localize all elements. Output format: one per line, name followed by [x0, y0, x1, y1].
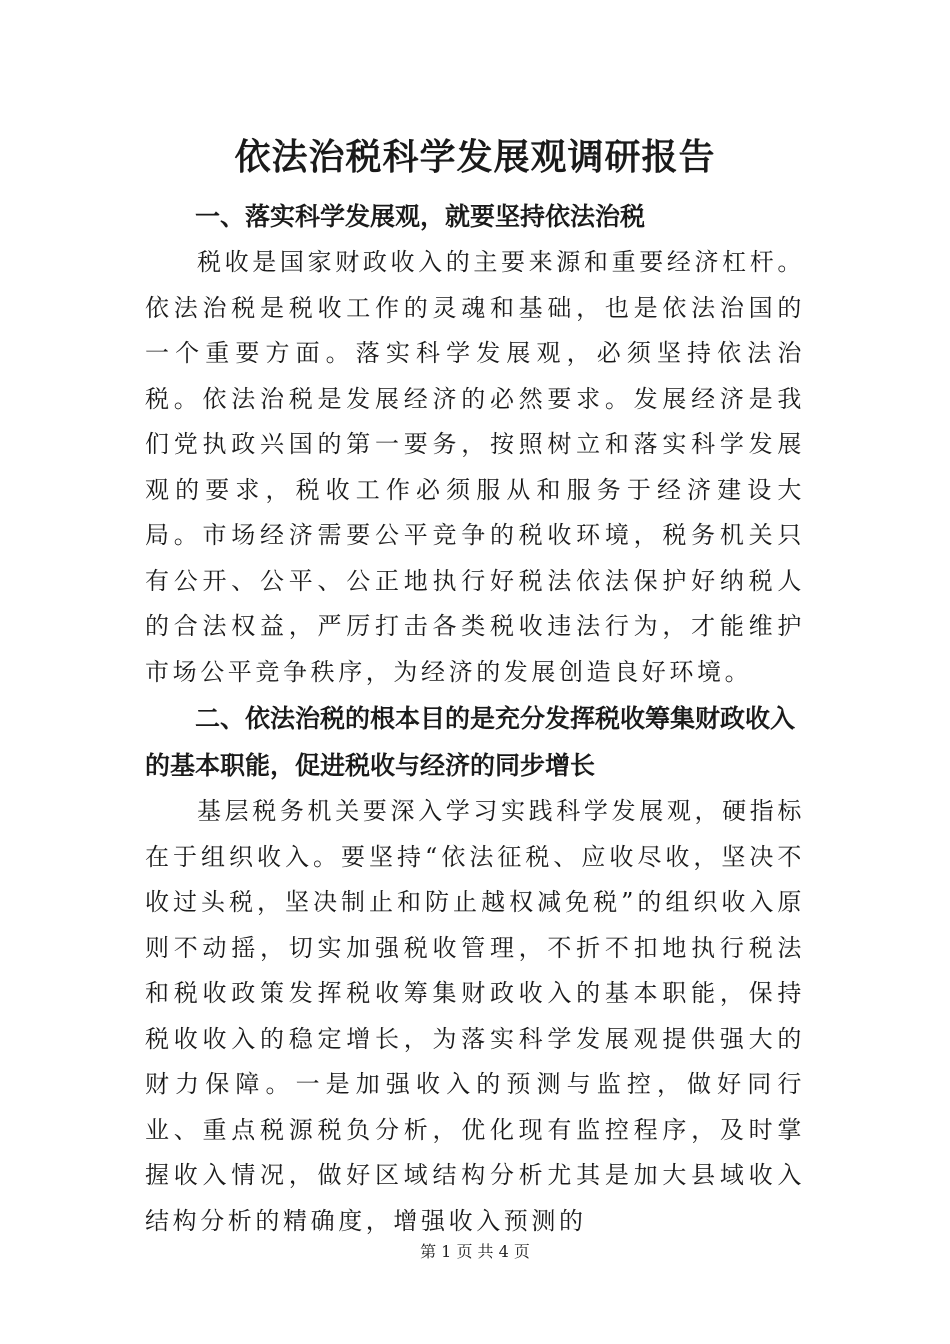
page-number-footer: 第 1 页 共 4 页 — [420, 1242, 530, 1261]
section-1-paragraph: 税收是国家财政收入的主要来源和重要经济杠杆。依法治税是税收工作的灵魂和基础，也是依法治国的一个重要方面。落实科学发展观，必须坚持依法治税。依法治税是发展经济的必然要求。发展经济是我们党执政兴国的第一要务，按照树立和落实科学发展观的要求，税收工作必须服从和服务于经济建设大局。市场经济需要公平竞争的税收环境，税务机关只有公开、公平、公正地执行好税法依法保护好纳税人的合法权益，严厉打击各类税收违法行为，才能维护市场公平竞争秩序，为经济的发展创造良好环境。 — [145, 248, 805, 686]
document-body — [145, 193, 805, 1244]
page-title: 依法治税科学发展观调研报告 — [234, 136, 716, 178]
section-2-paragraph: 基层税务机关要深入学习实践科学发展观，硬指标在于组织收入。要坚持“依法征税、应收尽收，坚决不收过头税，坚决制止和防止越权减免税”的组织收入原则不动摇，切实加强税收管理，不折不扣地执行税法和税收政策发挥税收筹集财政收入的基本职能，保持税收收入的稳定增长，为落实科学发展观提供强大的财力保障。一是加强收入的预测与监控，做好同行业、重点税源税负分析，优化现有监控程序，及时掌握收入情况，做好区域结构分析尤其是加大县域收入结构分析的精确度，增强收入预测的 — [145, 797, 805, 1235]
section-1-heading: 一、落实科学发展观，就要坚持依法治税 — [195, 202, 646, 231]
section-2-heading: 二、依法治税的根本目的是充分发挥税收筹集财政收入的基本职能，促进税收与经济的同步增长 — [145, 704, 796, 780]
